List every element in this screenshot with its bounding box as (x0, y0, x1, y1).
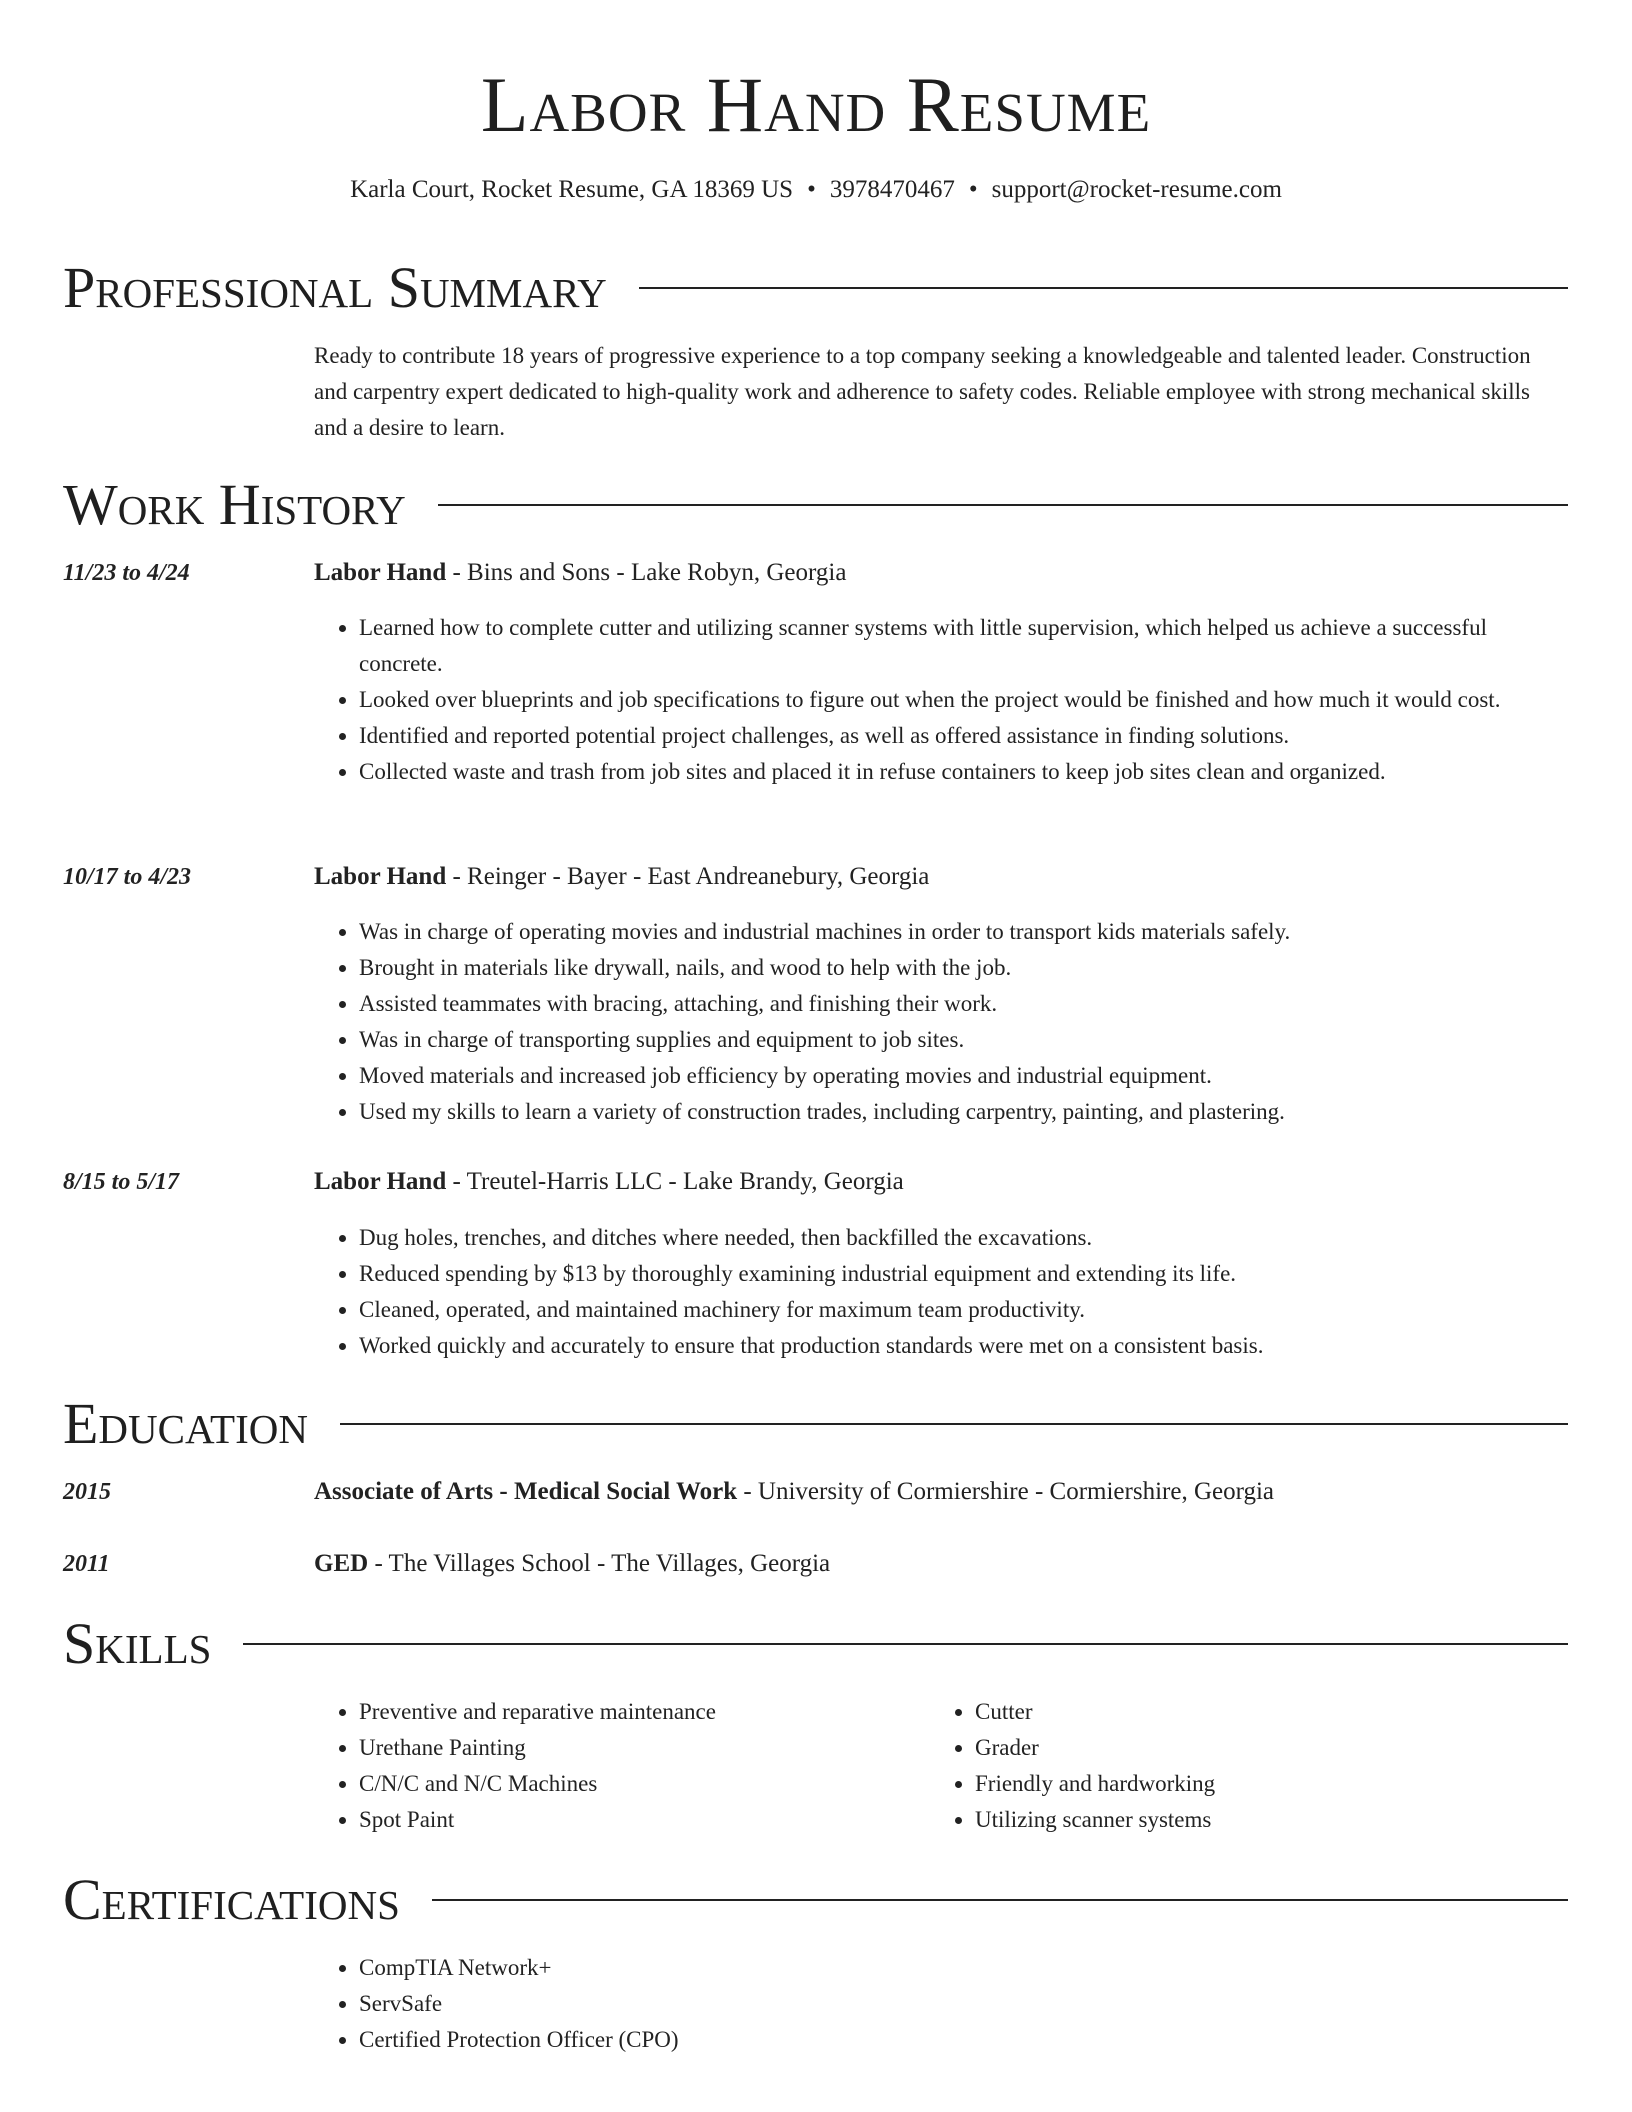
list-item: • Spot Paint (359, 1802, 919, 1838)
job-bullets (314, 1220, 1568, 1364)
list-item: • ServSafe (359, 1986, 1159, 2022)
section-divider (340, 1423, 1568, 1425)
section-divider (639, 287, 1568, 289)
list-item: • Collected waste and trash from job sites and placed it in refuse containers to keep job sites clean and organized. (359, 754, 1568, 790)
list-item: • Cutter (975, 1694, 1535, 1730)
education-details: - The Villages School - The Villages, Georgia (368, 1550, 831, 1577)
job-title: Labor Hand (314, 559, 447, 586)
contact-address: Karla Court, Rocket Resume, GA 18369 US (350, 176, 794, 203)
section-title: Certifications (63, 1867, 400, 1932)
list-item: • Cleaned, operated, and maintained machinery for maximum team productivity. (359, 1292, 1568, 1328)
list-item: • Was in charge of operating movies and industrial machines in order to transport kids materials safely. (359, 914, 1568, 950)
section-title: Work History (63, 472, 406, 537)
contact-separator: • (968, 176, 978, 203)
job-title-line (314, 557, 1568, 589)
section-title: Professional Summary (63, 255, 607, 320)
section-header-skills (63, 1609, 1568, 1679)
section-divider (432, 1899, 1568, 1901)
skills-list-right (930, 1694, 1535, 1838)
list-item: • Moved materials and increased job efficiency by operating movies and industrial equipment. (359, 1058, 1568, 1094)
job-details: - Treutel-Harris LLC - Lake Brandy, Georgia (446, 1168, 904, 1195)
education-year: 2011 (63, 1551, 110, 1577)
list-item: • Grader (975, 1730, 1535, 1766)
section-header-summary (63, 253, 1568, 323)
list-item: • Preventive and reparative maintenance (359, 1694, 919, 1730)
job-title: Labor Hand (314, 863, 447, 890)
job-dates: 10/17 to 4/23 (63, 864, 192, 890)
section-divider (243, 1643, 1568, 1645)
education-details: - University of Cormiershire - Cormiershire, Georgia (737, 1478, 1275, 1505)
job-dates: 11/23 to 4/24 (63, 560, 190, 586)
education-degree: Associate of Arts - Medical Social Work (314, 1478, 738, 1505)
list-item: • Worked quickly and accurately to ensure that production standards were met on a consistent basis. (359, 1328, 1568, 1364)
education-degree: GED (314, 1550, 369, 1577)
list-item: • Looked over blueprints and job specifications to figure out when the project would be finished and how much it would cost. (359, 682, 1568, 718)
list-item: • Identified and reported potential project challenges, as well as offered assistance in finding solutions. (359, 718, 1568, 754)
list-item: • Learned how to complete cutter and utilizing scanner systems with little supervision, which helped us achieve a successful concrete. (359, 610, 1568, 682)
skills-list-left (314, 1694, 919, 1838)
section-header-certifications (63, 1865, 1568, 1935)
section-header-education (63, 1389, 1568, 1459)
certifications-list (314, 1950, 1159, 2058)
resume-name: Labor Hand Resume (480, 61, 1152, 148)
list-item: • Urethane Painting (359, 1730, 919, 1766)
job-bullets (314, 610, 1568, 790)
list-item: • Brought in materials like drywall, nails, and wood to help with the job. (359, 950, 1568, 986)
contact-line (0, 174, 1632, 206)
list-item: • Utilizing scanner systems (975, 1802, 1535, 1838)
list-item: • CompTIA Network+ (359, 1950, 1159, 1986)
job-bullets (314, 914, 1568, 1130)
list-item: • Was in charge of transporting supplies and equipment to job sites. (359, 1022, 1568, 1058)
job-title-line (314, 861, 1568, 893)
job-details: - Bins and Sons - Lake Robyn, Georgia (446, 559, 847, 586)
education-year: 2015 (63, 1479, 111, 1505)
list-item: • Friendly and hardworking (975, 1766, 1535, 1802)
list-item: • C/N/C and N/C Machines (359, 1766, 919, 1802)
job-title: Labor Hand (314, 1168, 447, 1195)
section-title: Education (63, 1391, 308, 1456)
job-dates: 8/15 to 5/17 (63, 1169, 180, 1195)
list-item: • Reduced spending by $13 by thoroughly examining industrial equipment and extending its life. (359, 1256, 1568, 1292)
education-line (314, 1476, 1568, 1508)
contact-email: support@rocket-resume.com (991, 176, 1282, 203)
contact-separator: • (807, 176, 816, 203)
list-item: • Assisted teammates with bracing, attaching, and finishing their work. (359, 986, 1568, 1022)
section-divider (438, 504, 1568, 506)
section-title: Skills (63, 1611, 212, 1676)
job-details: - Reinger - Bayer - East Andreanebury, Georgia (446, 863, 930, 890)
education-line (314, 1548, 1568, 1580)
contact-phone: 3978470467 (829, 176, 955, 203)
list-item: • Used my skills to learn a variety of construction trades, including carpentry, painting, and plastering. (359, 1094, 1568, 1130)
list-item: • Certified Protection Officer (CPO) (359, 2022, 1159, 2058)
section-header-work-history (63, 470, 1568, 540)
summary-text: Ready to contribute 18 years of progressive experience to a top company seeking a knowledgeable and talented leader. Construction and carpentry expert dedicated to high-quality work and adherence to safety codes. Reliable employee with strong mechanical skills and a desire to learn. (314, 343, 1531, 440)
list-item: • Dug holes, trenches, and ditches where needed, then backfilled the excavations. (359, 1220, 1568, 1256)
job-title-line (314, 1166, 1568, 1198)
